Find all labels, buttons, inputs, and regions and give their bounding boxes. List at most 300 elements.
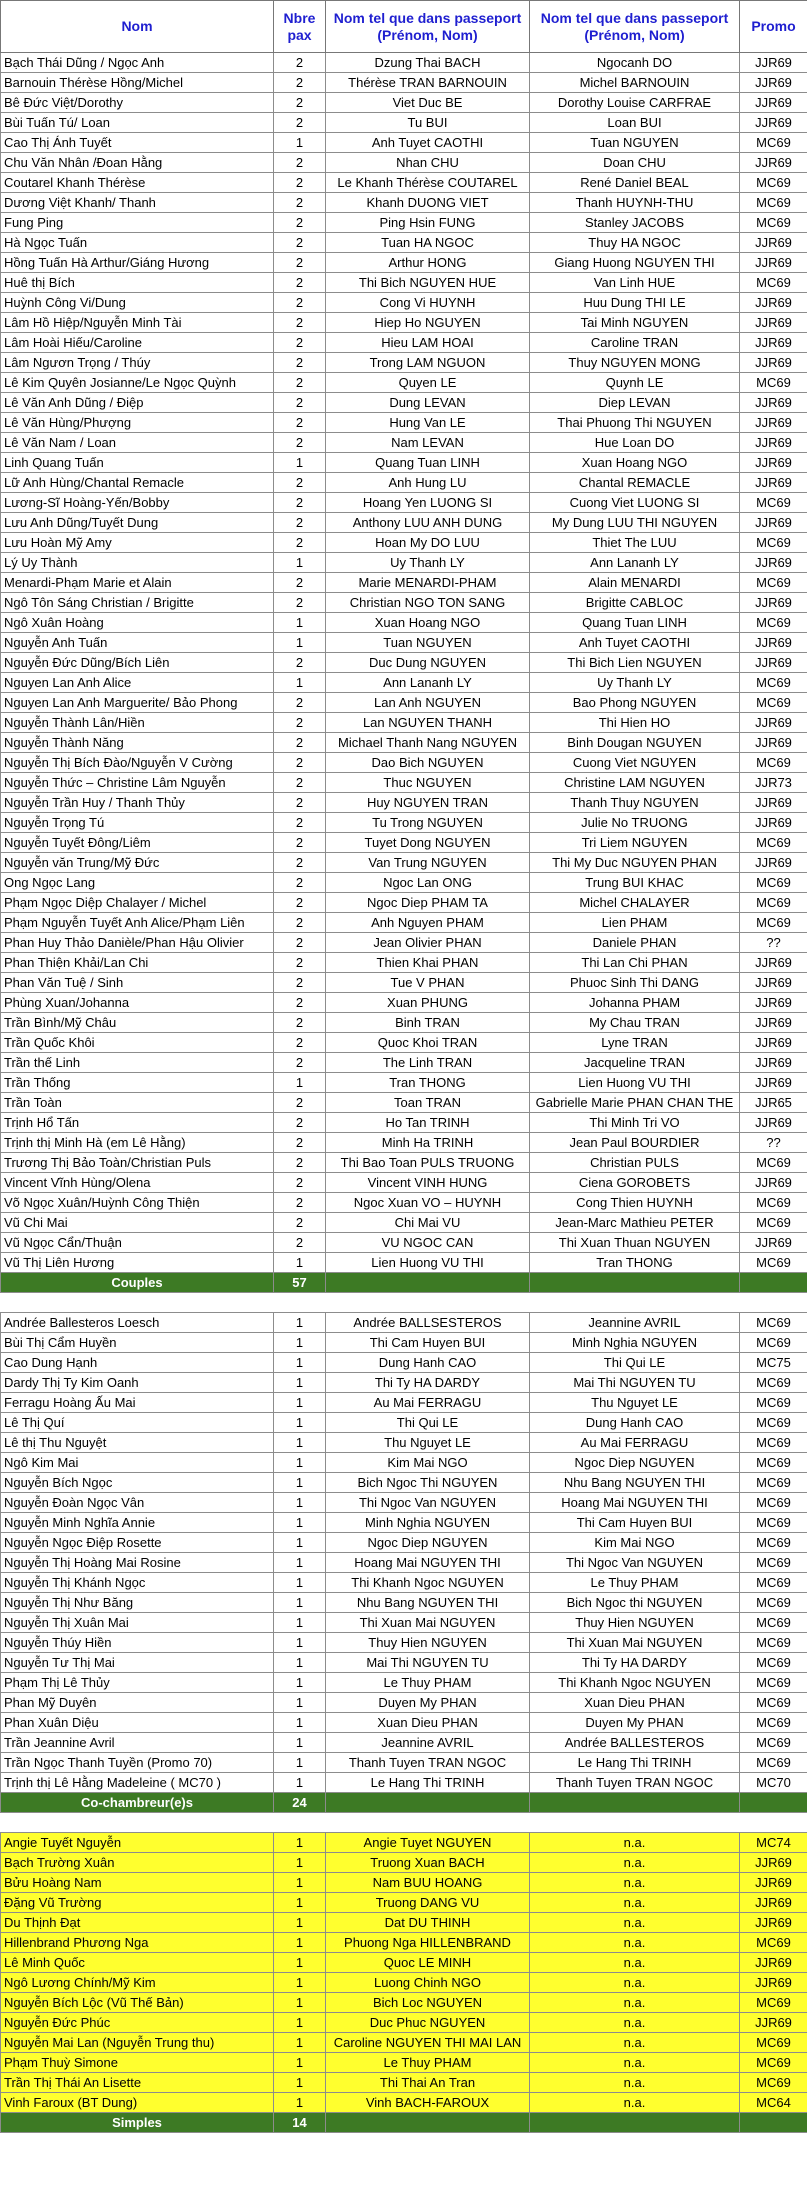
total-empty-cell <box>530 1793 740 1813</box>
cell-promo: JJR69 <box>740 393 807 413</box>
cell-pax: 1 <box>274 1873 326 1893</box>
cell-passport-1: Khanh DUONG VIET <box>326 193 530 213</box>
cell-pax: 1 <box>274 1253 326 1273</box>
cell-promo: MC69 <box>740 1533 807 1553</box>
cell-passport-1: Anthony LUU ANH DUNG <box>326 513 530 533</box>
cell-passport-2: Thanh HUYNH-THU <box>530 193 740 213</box>
cell-pax: 2 <box>274 373 326 393</box>
cell-nom: Lê Thị Quí <box>1 1413 274 1433</box>
cell-passport-2: Thiet The LUU <box>530 533 740 553</box>
cell-passport-1: Ho Tan TRINH <box>326 1113 530 1133</box>
table-row <box>1 1953 807 1973</box>
cell-passport-2: Au Mai FERRAGU <box>530 1433 740 1453</box>
table-row <box>1 373 807 393</box>
header-passport-1: Nom tel que dans passeport (Prénom, Nom) <box>326 1 530 53</box>
cell-pax: 2 <box>274 493 326 513</box>
cell-passport-2: Bao Phong NGUYEN <box>530 693 740 713</box>
cell-passport-1: Nhan CHU <box>326 153 530 173</box>
cell-passport-1: Bich Loc NGUYEN <box>326 1993 530 2013</box>
table-row <box>1 1533 807 1553</box>
cell-promo: MC69 <box>740 1693 807 1713</box>
cell-passport-2: Thi Minh Tri VO <box>530 1113 740 1133</box>
table-row <box>1 1713 807 1733</box>
cell-passport-2: Doan CHU <box>530 153 740 173</box>
cell-pax: 2 <box>274 853 326 873</box>
cell-passport-1: Tue V PHAN <box>326 973 530 993</box>
cell-passport-1: Ngoc Diep PHAM TA <box>326 893 530 913</box>
cell-promo: JJR69 <box>740 953 807 973</box>
cell-passport-1: Christian NGO TON SANG <box>326 593 530 613</box>
cell-pax: 2 <box>274 233 326 253</box>
table-row <box>1 733 807 753</box>
cell-passport-2: Thi Hien HO <box>530 713 740 733</box>
cell-pax: 1 <box>274 2013 326 2033</box>
cell-pax: 2 <box>274 93 326 113</box>
cell-promo: JJR69 <box>740 313 807 333</box>
cell-passport-1: Thérèse TRAN BARNOUIN <box>326 73 530 93</box>
cell-promo: JJR69 <box>740 2013 807 2033</box>
cell-nom: Nguyễn Đoàn Ngọc Vân <box>1 1493 274 1513</box>
table-row <box>1 513 807 533</box>
cell-passport-1: Thanh Tuyen TRAN NGOC <box>326 1753 530 1773</box>
total-empty-cell <box>740 1793 807 1813</box>
table-row <box>1 1473 807 1493</box>
table-row <box>1 1013 807 1033</box>
cell-passport-1: Le Thuy PHAM <box>326 1673 530 1693</box>
cell-nom: Lê thị Thu Nguyệt <box>1 1433 274 1453</box>
cell-passport-2: Christian PULS <box>530 1153 740 1173</box>
cell-passport-1: Chi Mai VU <box>326 1213 530 1233</box>
cell-passport-2: n.a. <box>530 1933 740 1953</box>
cell-passport-1: Lien Huong VU THI <box>326 1253 530 1273</box>
cell-promo: MC69 <box>740 1593 807 1613</box>
cell-nom: Hồng Tuấn Hà Arthur/Giáng Hương <box>1 253 274 273</box>
cell-passport-2: Thi Ngoc Van NGUYEN <box>530 1553 740 1573</box>
cell-pax: 1 <box>274 673 326 693</box>
cell-passport-1: Thi Ngoc Van NGUYEN <box>326 1493 530 1513</box>
table-row <box>1 1433 807 1453</box>
table-row <box>1 553 807 573</box>
cell-nom: Lê Văn Hùng/Phượng <box>1 413 274 433</box>
table-row <box>1 613 807 633</box>
cell-passport-2: Andrée BALLESTEROS <box>530 1733 740 1753</box>
table-row <box>1 313 807 333</box>
cell-pax: 1 <box>274 1453 326 1473</box>
cell-passport-2: Thi Xuan Thuan NGUYEN <box>530 1233 740 1253</box>
cell-passport-1: Thi Bao Toan PULS TRUONG <box>326 1153 530 1173</box>
cell-passport-2: Lyne TRAN <box>530 1033 740 1053</box>
cell-passport-2: Cong Thien HUYNH <box>530 1193 740 1213</box>
header-pax: Nbre pax <box>274 1 326 53</box>
cell-pax: 2 <box>274 393 326 413</box>
cell-pax: 1 <box>274 1773 326 1793</box>
section-gap <box>1 1293 807 1313</box>
cell-nom: Phan Mỹ Duyên <box>1 1693 274 1713</box>
cell-passport-1: Thi Qui LE <box>326 1413 530 1433</box>
cell-passport-2: n.a. <box>530 1853 740 1873</box>
total-empty-cell <box>326 2113 530 2133</box>
cell-promo: JJR69 <box>740 713 807 733</box>
table-row <box>1 1873 807 1893</box>
table-row <box>1 393 807 413</box>
table-row <box>1 1513 807 1533</box>
cell-pax: 2 <box>274 273 326 293</box>
cell-pax: 2 <box>274 753 326 773</box>
cell-nom: Nguyễn Trọng Tú <box>1 813 274 833</box>
cell-passport-2: Thuy HA NGOC <box>530 233 740 253</box>
cochambreurs-total-row <box>1 1793 807 1813</box>
cell-passport-1: Phuong Nga HILLENBRAND <box>326 1933 530 1953</box>
cell-nom: Lâm Hoài Hiếu/Caroline <box>1 333 274 353</box>
cell-pax: 1 <box>274 1393 326 1413</box>
table-row <box>1 193 807 213</box>
cell-promo: MC69 <box>740 1713 807 1733</box>
cell-passport-2: Thuy Hien NGUYEN <box>530 1613 740 1633</box>
cell-promo: JJR69 <box>740 1113 807 1133</box>
simples-total-row <box>1 2113 807 2133</box>
cell-pax: 2 <box>274 933 326 953</box>
cell-pax: 2 <box>274 313 326 333</box>
total-count: 14 <box>274 2113 326 2133</box>
cell-nom: Nguyen Lan Anh Marguerite/ Bảo Phong <box>1 693 274 713</box>
table-row <box>1 673 807 693</box>
cell-promo: MC69 <box>740 1333 807 1353</box>
cell-promo: JJR69 <box>740 853 807 873</box>
cell-nom: Bùi Tuấn Tú/ Loan <box>1 113 274 133</box>
cell-promo: JJR73 <box>740 773 807 793</box>
cell-passport-2: n.a. <box>530 1833 740 1853</box>
table-row <box>1 1073 807 1093</box>
cell-passport-2: Anh Tuyet CAOTHI <box>530 633 740 653</box>
cell-promo: MC69 <box>740 2053 807 2073</box>
cell-promo: MC64 <box>740 2093 807 2113</box>
cell-passport-1: Tu Trong NGUYEN <box>326 813 530 833</box>
table-row <box>1 1233 807 1253</box>
table-row <box>1 453 807 473</box>
cell-passport-1: Le Thuy PHAM <box>326 2053 530 2073</box>
table-row <box>1 1973 807 1993</box>
cell-passport-1: Ngoc Xuan VO – HUYNH <box>326 1193 530 1213</box>
cell-pax: 2 <box>274 793 326 813</box>
cell-nom: Phạm Nguyễn Tuyết Anh Alice/Phạm Liên <box>1 913 274 933</box>
cell-nom: Dardy Thị Ty Kim Oanh <box>1 1373 274 1393</box>
cell-nom: Lâm Hồ Hiệp/Nguyễn Minh Tài <box>1 313 274 333</box>
table-row <box>1 1173 807 1193</box>
cell-passport-2: Loan BUI <box>530 113 740 133</box>
cell-passport-2: Jacqueline TRAN <box>530 1053 740 1073</box>
table-row <box>1 853 807 873</box>
table-row <box>1 593 807 613</box>
cell-passport-2: n.a. <box>530 2053 740 2073</box>
cell-nom: Phạm Thuỳ Simone <box>1 2053 274 2073</box>
cell-passport-1: Andrée BALLSESTEROS <box>326 1313 530 1333</box>
cell-pax: 2 <box>274 573 326 593</box>
cell-promo: MC69 <box>740 273 807 293</box>
cell-nom: Vũ Ngọc Cẩn/Thuận <box>1 1233 274 1253</box>
cell-promo: JJR69 <box>740 1233 807 1253</box>
cell-nom: Nguyễn Đức Dũng/Bích Liên <box>1 653 274 673</box>
cell-nom: Phan Xuân Diệu <box>1 1713 274 1733</box>
cell-nom: Ong Ngọc Lang <box>1 873 274 893</box>
table-row <box>1 1933 807 1953</box>
cell-passport-1: Ngoc Lan ONG <box>326 873 530 893</box>
cell-pax: 1 <box>274 1633 326 1653</box>
cell-nom: Lưu Hoàn Mỹ Amy <box>1 533 274 553</box>
cell-passport-1: Duyen My PHAN <box>326 1693 530 1713</box>
table-row <box>1 1633 807 1653</box>
table-row <box>1 1333 807 1353</box>
table-row <box>1 713 807 733</box>
cell-pax: 1 <box>274 1373 326 1393</box>
cell-promo: JJR69 <box>740 1873 807 1893</box>
cell-nom: Trần Bình/Mỹ Châu <box>1 1013 274 1033</box>
cell-pax: 2 <box>274 1193 326 1213</box>
total-count: 57 <box>274 1273 326 1293</box>
cell-passport-2: Ciena GOROBETS <box>530 1173 740 1193</box>
cell-passport-2: n.a. <box>530 2033 740 2053</box>
cell-promo: MC69 <box>740 1553 807 1573</box>
table-row <box>1 973 807 993</box>
cell-passport-2: Tran THONG <box>530 1253 740 1273</box>
cell-passport-1: Cong Vi HUYNH <box>326 293 530 313</box>
cell-passport-1: Thi Ty HA DARDY <box>326 1373 530 1393</box>
cell-pax: 2 <box>274 53 326 73</box>
cell-passport-2: Dung Hanh CAO <box>530 1413 740 1433</box>
table-row <box>1 253 807 273</box>
cell-pax: 1 <box>274 1753 326 1773</box>
cell-promo: MC69 <box>740 1153 807 1173</box>
cell-pax: 2 <box>274 913 326 933</box>
cell-promo: JJR69 <box>740 813 807 833</box>
table-row <box>1 1213 807 1233</box>
cell-promo: MC69 <box>740 1673 807 1693</box>
cell-passport-2: Thai Phuong Thi NGUYEN <box>530 413 740 433</box>
cell-pax: 1 <box>274 1553 326 1573</box>
cell-nom: Nguyễn Mai Lan (Nguyễn Trung thu) <box>1 2033 274 2053</box>
cell-nom: Andrée Ballesteros Loesch <box>1 1313 274 1333</box>
cell-nom: Huỳnh Công Vi/Dung <box>1 293 274 313</box>
cell-passport-2: n.a. <box>530 1873 740 1893</box>
table-row <box>1 1733 807 1753</box>
cell-pax: 2 <box>274 773 326 793</box>
cell-nom: Huê thị Bích <box>1 273 274 293</box>
cell-passport-2: Stanley JACOBS <box>530 213 740 233</box>
table-row <box>1 1553 807 1573</box>
cell-passport-2: n.a. <box>530 1993 740 2013</box>
cell-passport-1: Dzung Thai BACH <box>326 53 530 73</box>
cell-passport-1: Viet Duc BE <box>326 93 530 113</box>
cell-passport-2: Uy Thanh LY <box>530 673 740 693</box>
cell-promo: JJR69 <box>740 473 807 493</box>
cell-passport-2: Thi Xuan Mai NGUYEN <box>530 1633 740 1653</box>
cell-promo: JJR69 <box>740 93 807 113</box>
cell-passport-1: Hiep Ho NGUYEN <box>326 313 530 333</box>
cell-nom: Lê Kim Quyên Josianne/Le Ngọc Quỳnh <box>1 373 274 393</box>
cell-nom: Hillenbrand Phương Nga <box>1 1933 274 1953</box>
header-promo: Promo <box>740 1 807 53</box>
cell-pax: 1 <box>274 1733 326 1753</box>
cell-promo: JJR69 <box>740 1853 807 1873</box>
cell-passport-2: Thi Bich Lien NGUYEN <box>530 653 740 673</box>
cell-nom: Nguyễn Anh Tuấn <box>1 633 274 653</box>
cell-passport-1: Vinh BACH-FAROUX <box>326 2093 530 2113</box>
cell-nom: Angie Tuyết Nguyễn <box>1 1833 274 1853</box>
cell-nom: Đặng Vũ Trường <box>1 1893 274 1913</box>
table-row <box>1 1853 807 1873</box>
cell-promo: MC69 <box>740 193 807 213</box>
cell-passport-1: Minh Nghia NGUYEN <box>326 1513 530 1533</box>
cell-nom: Phạm Ngọc Diệp Chalayer / Michel <box>1 893 274 913</box>
total-count: 24 <box>274 1793 326 1813</box>
cell-passport-1: Le Hang Thi TRINH <box>326 1773 530 1793</box>
table-row <box>1 1593 807 1613</box>
cell-promo: MC69 <box>740 1413 807 1433</box>
cell-nom: Trịnh thị Minh Hà (em Lê Hằng) <box>1 1133 274 1153</box>
cell-passport-1: VU NGOC CAN <box>326 1233 530 1253</box>
cell-nom: Lê Văn Anh Dũng / Điệp <box>1 393 274 413</box>
cell-pax: 2 <box>274 1053 326 1073</box>
cell-pax: 2 <box>274 473 326 493</box>
cell-passport-2: Hoang Mai NGUYEN THI <box>530 1493 740 1513</box>
section-gap <box>1 1813 807 1833</box>
cell-passport-1: Anh Nguyen PHAM <box>326 913 530 933</box>
cell-promo: MC69 <box>740 1473 807 1493</box>
table-row <box>1 1753 807 1773</box>
cell-promo: JJR69 <box>740 1973 807 1993</box>
cell-promo: JJR69 <box>740 333 807 353</box>
cell-promo: JJR69 <box>740 973 807 993</box>
cell-passport-1: Nam BUU HOANG <box>326 1873 530 1893</box>
cell-promo: JJR69 <box>740 1913 807 1933</box>
cell-pax: 2 <box>274 333 326 353</box>
cell-promo: ?? <box>740 1133 807 1153</box>
cell-pax: 2 <box>274 1033 326 1053</box>
cell-promo: MC69 <box>740 373 807 393</box>
cell-nom: Nguyễn Thị Hoàng Mai Rosine <box>1 1553 274 1573</box>
table-row <box>1 1053 807 1073</box>
cell-passport-2: Daniele PHAN <box>530 933 740 953</box>
cell-passport-1: Ann Lananh LY <box>326 673 530 693</box>
cell-passport-2: n.a. <box>530 1973 740 1993</box>
table-row <box>1 473 807 493</box>
cell-passport-1: Arthur HONG <box>326 253 530 273</box>
cell-passport-1: Truong Xuan BACH <box>326 1853 530 1873</box>
cell-promo: MC69 <box>740 2033 807 2053</box>
cell-promo: JJR69 <box>740 153 807 173</box>
cell-nom: Hà Ngọc Tuấn <box>1 233 274 253</box>
cell-passport-1: Vincent VINH HUNG <box>326 1173 530 1193</box>
cell-passport-1: Anh Hung LU <box>326 473 530 493</box>
table-row <box>1 1353 807 1373</box>
cell-passport-2: n.a. <box>530 2013 740 2033</box>
total-label: Simples <box>1 2113 274 2133</box>
cell-pax: 1 <box>274 613 326 633</box>
cell-pax: 1 <box>274 1513 326 1533</box>
cell-nom: Barnouin Thérèse Hồng/Michel <box>1 73 274 93</box>
cell-nom: Vũ Chi Mai <box>1 1213 274 1233</box>
cell-passport-2: Julie No TRUONG <box>530 813 740 833</box>
cell-promo: MC69 <box>740 1613 807 1633</box>
cell-passport-2: Thi Cam Huyen BUI <box>530 1513 740 1533</box>
cell-passport-2: Thi My Duc NGUYEN PHAN <box>530 853 740 873</box>
cell-pax: 1 <box>274 553 326 573</box>
cell-promo: JJR69 <box>740 513 807 533</box>
cell-promo: MC69 <box>740 1513 807 1533</box>
cell-passport-1: Dao Bich NGUYEN <box>326 753 530 773</box>
cell-passport-1: Le Khanh Thérèse COUTAREL <box>326 173 530 193</box>
cell-passport-2: Christine LAM NGUYEN <box>530 773 740 793</box>
cell-nom: Nguyễn Thị Xuân Mai <box>1 1613 274 1633</box>
cell-promo: JJR69 <box>740 1893 807 1913</box>
cell-passport-1: Truong DANG VU <box>326 1893 530 1913</box>
gap-cell <box>1 1293 807 1313</box>
cell-pax: 2 <box>274 1093 326 1113</box>
cell-passport-1: Thi Thai An Tran <box>326 2073 530 2093</box>
cell-pax: 2 <box>274 213 326 233</box>
cell-nom: Lê Minh Quốc <box>1 1953 274 1973</box>
cell-promo: MC69 <box>740 1193 807 1213</box>
table-row <box>1 173 807 193</box>
table-row <box>1 413 807 433</box>
cell-passport-1: Lan Anh NGUYEN <box>326 693 530 713</box>
cell-passport-1: Uy Thanh LY <box>326 553 530 573</box>
cell-passport-2: Ngocanh DO <box>530 53 740 73</box>
table-row <box>1 1093 807 1113</box>
cell-passport-2: Michel CHALAYER <box>530 893 740 913</box>
cell-pax: 1 <box>274 633 326 653</box>
table-row <box>1 873 807 893</box>
cell-nom: Bê Đức Việt/Dorothy <box>1 93 274 113</box>
cell-pax: 2 <box>274 593 326 613</box>
cell-pax: 1 <box>274 1833 326 1853</box>
cell-promo: JJR69 <box>740 793 807 813</box>
table-row <box>1 833 807 853</box>
table-row <box>1 633 807 653</box>
cell-nom: Trần Quốc Khôi <box>1 1033 274 1053</box>
cell-pax: 1 <box>274 1353 326 1373</box>
table-row <box>1 93 807 113</box>
cell-nom: Vincent Vĩnh Hùng/Olena <box>1 1173 274 1193</box>
cell-promo: JJR69 <box>740 433 807 453</box>
cell-passport-1: Thuc NGUYEN <box>326 773 530 793</box>
cell-promo: MC69 <box>740 2073 807 2093</box>
cell-pax: 2 <box>274 833 326 853</box>
cell-promo: MC69 <box>740 533 807 553</box>
cell-nom: Du Thịnh Đạt <box>1 1913 274 1933</box>
cell-pax: 1 <box>274 2053 326 2073</box>
cell-passport-1: Minh Ha TRINH <box>326 1133 530 1153</box>
table-row <box>1 1773 807 1793</box>
cell-pax: 2 <box>274 1233 326 1253</box>
cell-passport-1: Ping Hsin FUNG <box>326 213 530 233</box>
cell-pax: 1 <box>274 1673 326 1693</box>
table-row <box>1 153 807 173</box>
cell-passport-2: Bich Ngoc thi NGUYEN <box>530 1593 740 1613</box>
cell-passport-1: Tuan NGUYEN <box>326 633 530 653</box>
table-row <box>1 1493 807 1513</box>
cell-pax: 1 <box>274 1413 326 1433</box>
cell-passport-1: Huy NGUYEN TRAN <box>326 793 530 813</box>
cell-pax: 1 <box>274 2033 326 2053</box>
cell-nom: Nguyễn Tư Thị Mai <box>1 1653 274 1673</box>
cell-nom: Lý Uy Thành <box>1 553 274 573</box>
cell-passport-1: Quang Tuan LINH <box>326 453 530 473</box>
table-row <box>1 1693 807 1713</box>
cell-nom: Cao Dung Hạnh <box>1 1353 274 1373</box>
cell-passport-1: Thuy Hien NGUYEN <box>326 1633 530 1653</box>
cell-nom: Bạch Trường Xuân <box>1 1853 274 1873</box>
cell-passport-2: Quynh LE <box>530 373 740 393</box>
